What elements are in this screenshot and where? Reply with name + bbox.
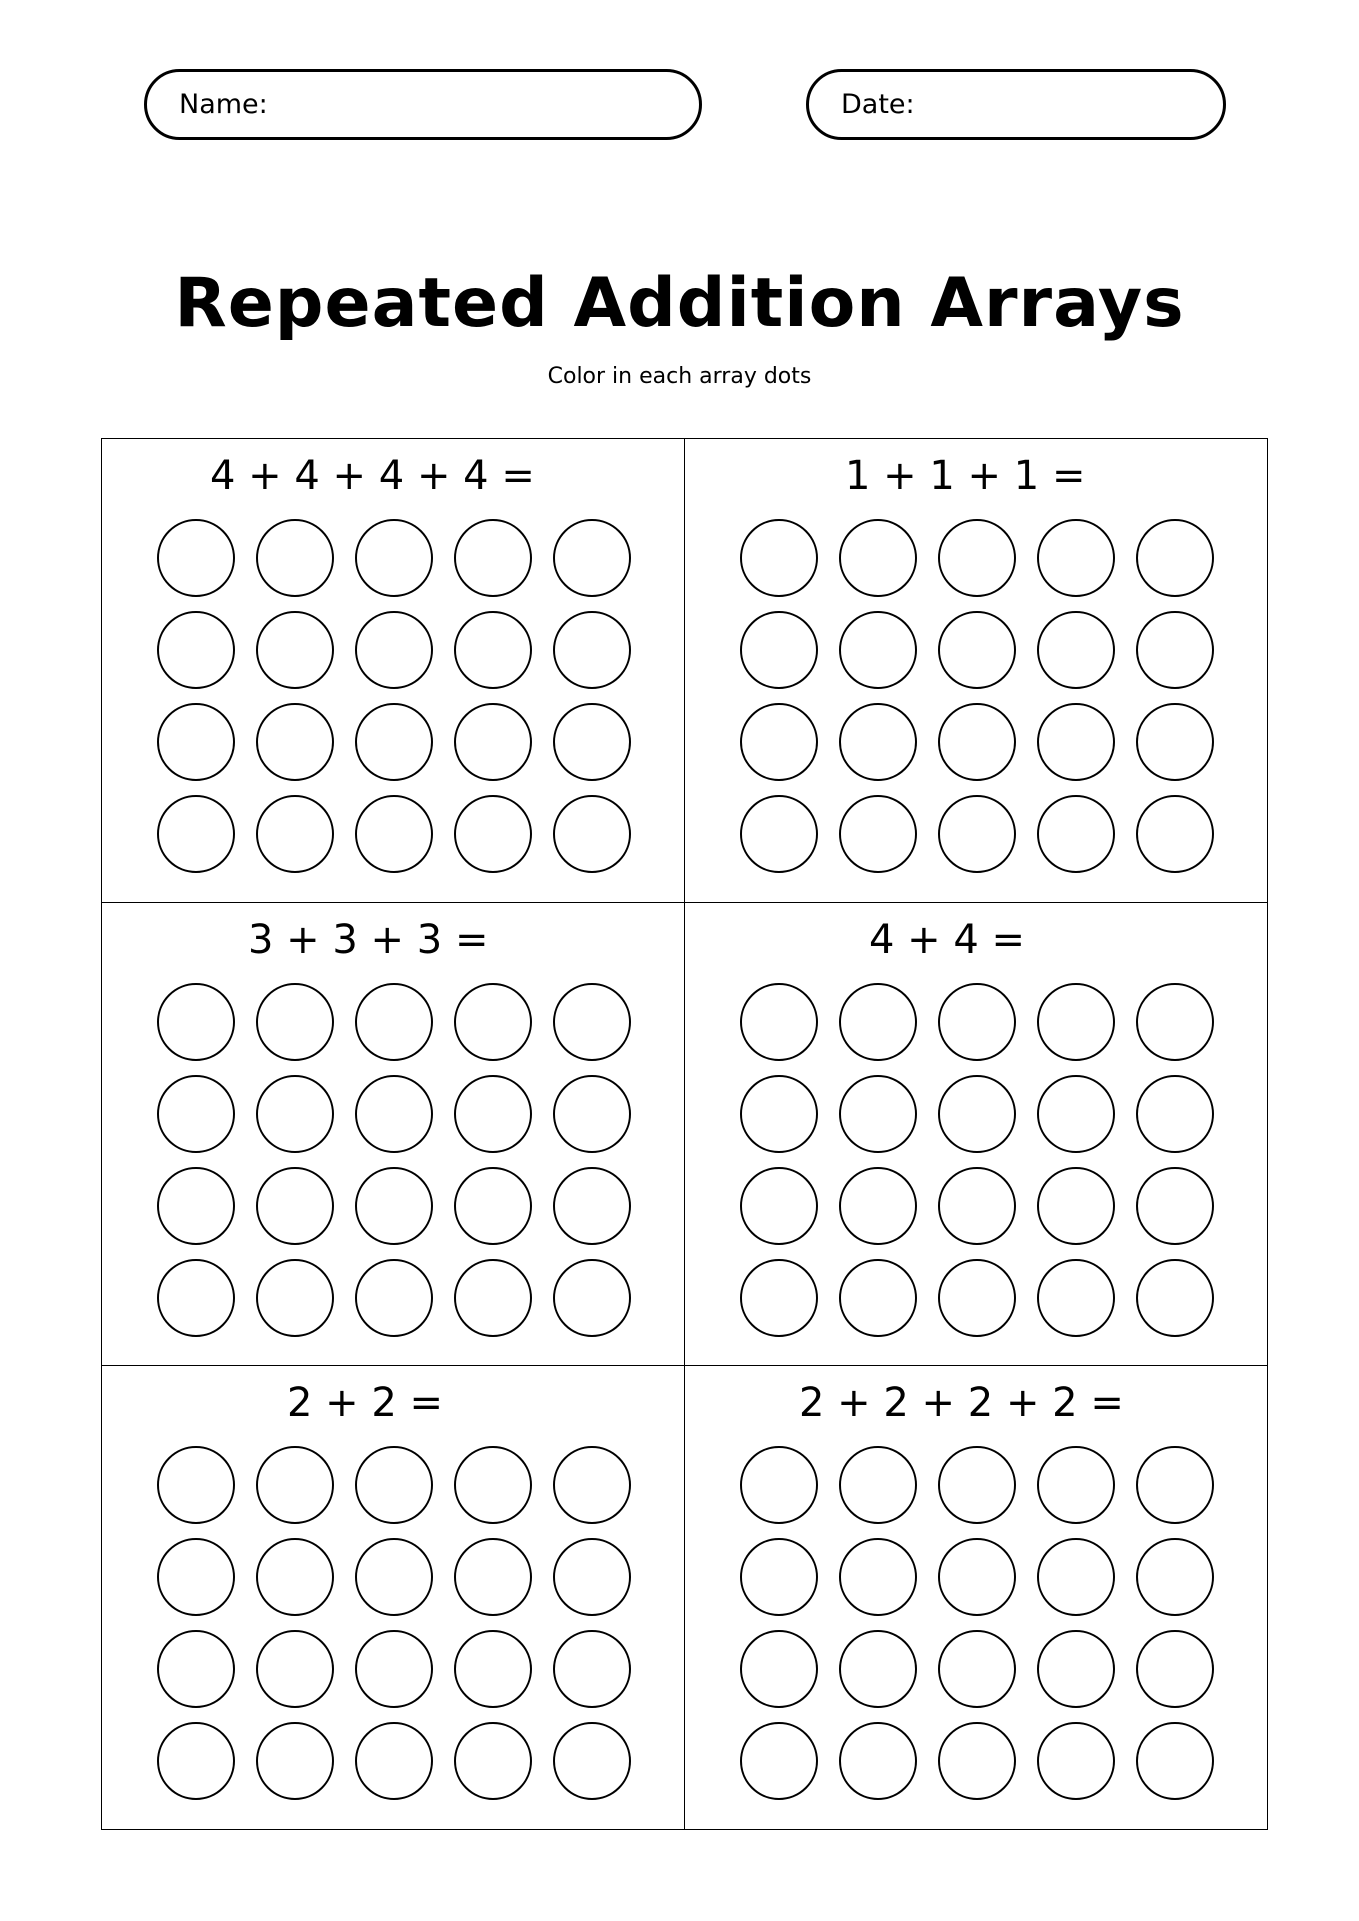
array-dot[interactable] [355, 1167, 433, 1245]
array-dot[interactable] [1136, 1446, 1214, 1524]
array-dot[interactable] [938, 1446, 1016, 1524]
array-dot[interactable] [1136, 983, 1214, 1061]
array-dot[interactable] [256, 1259, 334, 1337]
array-dot[interactable] [355, 519, 433, 597]
array-dot[interactable] [839, 1075, 917, 1153]
array-dot[interactable] [1136, 703, 1214, 781]
array-dot[interactable] [355, 983, 433, 1061]
array-dot[interactable] [454, 1538, 532, 1616]
array-dot[interactable] [1037, 983, 1115, 1061]
array-dot[interactable] [740, 983, 818, 1061]
array-dot[interactable] [355, 1538, 433, 1616]
array-dot[interactable] [355, 1075, 433, 1153]
array-dot[interactable] [938, 1075, 1016, 1153]
array-dot[interactable] [553, 1722, 631, 1800]
array-dot[interactable] [839, 1538, 917, 1616]
name-input-area[interactable] [276, 72, 669, 137]
array-dot[interactable] [740, 1446, 818, 1524]
array-dot[interactable] [157, 1538, 235, 1616]
dot-array [157, 519, 631, 873]
array-dot[interactable] [938, 1538, 1016, 1616]
array-dot[interactable] [157, 1259, 235, 1337]
array-dot[interactable] [1037, 1722, 1115, 1800]
array-dot[interactable] [839, 795, 917, 873]
name-label: Name: [179, 89, 268, 120]
array-dot[interactable] [1037, 703, 1115, 781]
array-dot[interactable] [1136, 1630, 1214, 1708]
array-dot[interactable] [157, 703, 235, 781]
array-dot[interactable] [839, 1167, 917, 1245]
array-dot[interactable] [454, 611, 532, 689]
equation-label: 1 + 1 + 1 = [845, 453, 1086, 499]
array-dot[interactable] [740, 519, 818, 597]
array-dot[interactable] [157, 611, 235, 689]
array-dot[interactable] [839, 1446, 917, 1524]
array-dot[interactable] [740, 1630, 818, 1708]
dot-array [157, 983, 631, 1337]
array-dot[interactable] [1037, 519, 1115, 597]
array-dot[interactable] [256, 795, 334, 873]
array-dot[interactable] [1037, 1075, 1115, 1153]
array-dot[interactable] [938, 611, 1016, 689]
problem-grid [101, 438, 1268, 1830]
array-dot[interactable] [1136, 1075, 1214, 1153]
array-dot[interactable] [938, 1630, 1016, 1708]
array-dot[interactable] [553, 795, 631, 873]
array-dot[interactable] [256, 1167, 334, 1245]
equation-label: 2 + 2 = [287, 1380, 444, 1427]
array-dot[interactable] [1136, 1259, 1214, 1337]
array-dot[interactable] [256, 703, 334, 781]
array-dot[interactable] [355, 1446, 433, 1524]
array-dot[interactable] [740, 795, 818, 873]
array-dot[interactable] [1136, 1167, 1214, 1245]
array-dot[interactable] [256, 983, 334, 1061]
array-dot[interactable] [553, 1446, 631, 1524]
array-dot[interactable] [157, 983, 235, 1061]
page-subtitle: Color in each array dots [547, 364, 812, 389]
array-dot[interactable] [157, 1167, 235, 1245]
array-dot[interactable] [839, 983, 917, 1061]
array-dot[interactable] [938, 1167, 1016, 1245]
array-dot[interactable] [454, 1630, 532, 1708]
dot-array [157, 1446, 631, 1800]
array-dot[interactable] [740, 703, 818, 781]
array-dot[interactable] [355, 703, 433, 781]
array-dot[interactable] [355, 1630, 433, 1708]
array-dot[interactable] [157, 1722, 235, 1800]
array-dot[interactable] [938, 703, 1016, 781]
array-dot[interactable] [553, 983, 631, 1061]
array-dot[interactable] [157, 1630, 235, 1708]
array-dot[interactable] [355, 611, 433, 689]
equation-label: 4 + 4 = [869, 916, 1026, 963]
array-dot[interactable] [454, 1167, 532, 1245]
array-dot[interactable] [157, 1446, 235, 1524]
array-dot[interactable] [839, 611, 917, 689]
array-dot[interactable] [454, 1446, 532, 1524]
array-dot[interactable] [1136, 519, 1214, 597]
array-dot[interactable] [1037, 611, 1115, 689]
array-dot[interactable] [839, 1630, 917, 1708]
array-dot[interactable] [454, 983, 532, 1061]
array-dot[interactable] [355, 1259, 433, 1337]
array-dot[interactable] [256, 1722, 334, 1800]
equation-label: 4 + 4 + 4 + 4 = [210, 453, 535, 499]
array-dot[interactable] [454, 1259, 532, 1337]
problem-cell-6 [685, 1366, 1268, 1830]
array-dot[interactable] [740, 1167, 818, 1245]
array-dot[interactable] [454, 1722, 532, 1800]
array-dot[interactable] [1037, 1259, 1115, 1337]
array-dot[interactable] [938, 1722, 1016, 1800]
array-dot[interactable] [740, 1538, 818, 1616]
array-dot[interactable] [1037, 1167, 1115, 1245]
array-dot[interactable] [553, 1259, 631, 1337]
array-dot[interactable] [839, 1259, 917, 1337]
array-dot[interactable] [938, 795, 1016, 873]
array-dot[interactable] [839, 703, 917, 781]
array-dot[interactable] [454, 519, 532, 597]
dot-array [740, 519, 1214, 873]
array-dot[interactable] [1136, 611, 1214, 689]
date-label: Date: [841, 89, 915, 120]
array-dot[interactable] [938, 519, 1016, 597]
array-dot[interactable] [454, 703, 532, 781]
array-dot[interactable] [740, 1259, 818, 1337]
array-dot[interactable] [454, 795, 532, 873]
array-dot[interactable] [938, 983, 1016, 1061]
array-dot[interactable] [157, 795, 235, 873]
array-dot[interactable] [553, 1538, 631, 1616]
page-title: Repeated Addition Arrays [174, 264, 1185, 343]
array-dot[interactable] [256, 611, 334, 689]
array-dot[interactable] [740, 611, 818, 689]
array-dot[interactable] [553, 1630, 631, 1708]
equation-label: 3 + 3 + 3 = [248, 916, 489, 963]
array-dot[interactable] [256, 1538, 334, 1616]
problem-cell-3 [102, 903, 685, 1367]
array-dot[interactable] [1037, 1630, 1115, 1708]
array-dot[interactable] [157, 519, 235, 597]
dot-array [740, 1446, 1214, 1800]
array-dot[interactable] [1136, 1722, 1214, 1800]
array-dot[interactable] [1037, 795, 1115, 873]
problem-cell-2 [685, 439, 1268, 903]
name-field[interactable] [144, 69, 702, 140]
array-dot[interactable] [1136, 1538, 1214, 1616]
array-dot[interactable] [256, 1075, 334, 1153]
equation-label: 2 + 2 + 2 + 2 = [799, 1380, 1124, 1427]
problem-cell-5 [102, 1366, 685, 1830]
array-dot[interactable] [553, 1167, 631, 1245]
array-dot[interactable] [157, 1075, 235, 1153]
array-dot[interactable] [1037, 1538, 1115, 1616]
array-dot[interactable] [1037, 1446, 1115, 1524]
dot-array [740, 983, 1214, 1337]
array-dot[interactable] [256, 1446, 334, 1524]
date-input-area[interactable] [923, 72, 1193, 137]
array-dot[interactable] [1136, 795, 1214, 873]
array-dot[interactable] [553, 519, 631, 597]
problem-cell-4 [685, 903, 1268, 1367]
array-dot[interactable] [553, 703, 631, 781]
array-dot[interactable] [938, 1259, 1016, 1337]
problem-cell-1 [102, 439, 685, 903]
array-dot[interactable] [553, 611, 631, 689]
array-dot[interactable] [740, 1722, 818, 1800]
array-dot[interactable] [553, 1075, 631, 1153]
array-dot[interactable] [355, 1722, 433, 1800]
array-dot[interactable] [454, 1075, 532, 1153]
date-field[interactable] [806, 69, 1226, 140]
array-dot[interactable] [740, 1075, 818, 1153]
array-dot[interactable] [839, 519, 917, 597]
array-dot[interactable] [256, 519, 334, 597]
array-dot[interactable] [256, 1630, 334, 1708]
array-dot[interactable] [355, 795, 433, 873]
array-dot[interactable] [839, 1722, 917, 1800]
